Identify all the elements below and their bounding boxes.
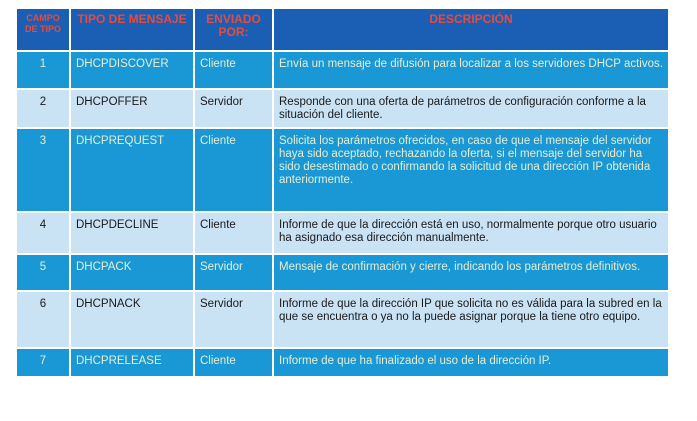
header-tipo-de-mensaje: TIPO DE MENSAJE [70, 9, 194, 51]
cell-enviado: Servidor [194, 291, 273, 348]
table-row [17, 348, 668, 377]
cell-tipo: DHCPNACK [70, 291, 194, 348]
cell-enviado: Cliente [194, 128, 273, 212]
cell-descripcion: Responde con una oferta de parámetros de configuración conforme a la situación del cliente. [273, 89, 668, 128]
cell-campo: 6 [17, 291, 70, 348]
cell-tipo: DHCPRELEASE [70, 348, 194, 377]
cell-campo: 1 [17, 51, 70, 89]
table-row [17, 254, 668, 291]
table-row [17, 291, 668, 348]
table-row [17, 51, 668, 89]
table-row [17, 89, 668, 128]
header-row [17, 9, 668, 51]
cell-enviado: Cliente [194, 212, 273, 254]
header-enviado-por: ENVIADO POR: [194, 9, 273, 51]
cell-campo: 3 [17, 128, 70, 212]
cell-descripcion: Informe de que la dirección IP que solicita no es válida para la subred en la que se encuentra o ya no la puede asignar porque la tiene otro equipo. [273, 291, 668, 348]
cell-tipo: DHCPACK [70, 254, 194, 291]
cell-enviado: Servidor [194, 254, 273, 291]
header-campo-de-tipo: CAMPO DE TIPO [17, 9, 70, 51]
cell-campo: 7 [17, 348, 70, 377]
cell-descripcion: Envía un mensaje de difusión para localizar a los servidores DHCP activos. [273, 51, 668, 89]
cell-campo: 2 [17, 89, 70, 128]
dhcp-message-table-container [17, 9, 668, 378]
table-header [17, 9, 668, 51]
cell-descripcion: Mensaje de confirmación y cierre, indicando los parámetros definitivos. [273, 254, 668, 291]
cell-tipo: DHCPDECLINE [70, 212, 194, 254]
cell-tipo: DHCPDISCOVER [70, 51, 194, 89]
cell-campo: 5 [17, 254, 70, 291]
cell-campo: 4 [17, 212, 70, 254]
cell-enviado: Cliente [194, 348, 273, 377]
table-row [17, 128, 668, 212]
cell-enviado: Cliente [194, 51, 273, 89]
dhcp-message-table [17, 9, 668, 378]
header-descripcion: DESCRIPCIÓN [273, 9, 668, 51]
cell-tipo: DHCPOFFER [70, 89, 194, 128]
table-row [17, 212, 668, 254]
cell-descripcion: Informe de que la dirección está en uso, normalmente porque otro usuario ha asignado esa dirección manualmente. [273, 212, 668, 254]
cell-descripcion: Solicita los parámetros ofrecidos, en caso de que el mensaje del servidor haya sido aceptado, rechazando la oferta, si el mensaje del servidor ha sido desestimado o confirmando la solicitud de una dirección IP obtenida anteriormente. [273, 128, 668, 212]
cell-tipo: DHCPREQUEST [70, 128, 194, 212]
cell-enviado: Servidor [194, 89, 273, 128]
cell-descripcion: Informe de que ha finalizado el uso de la dirección IP. [273, 348, 668, 377]
table-body [17, 51, 668, 377]
